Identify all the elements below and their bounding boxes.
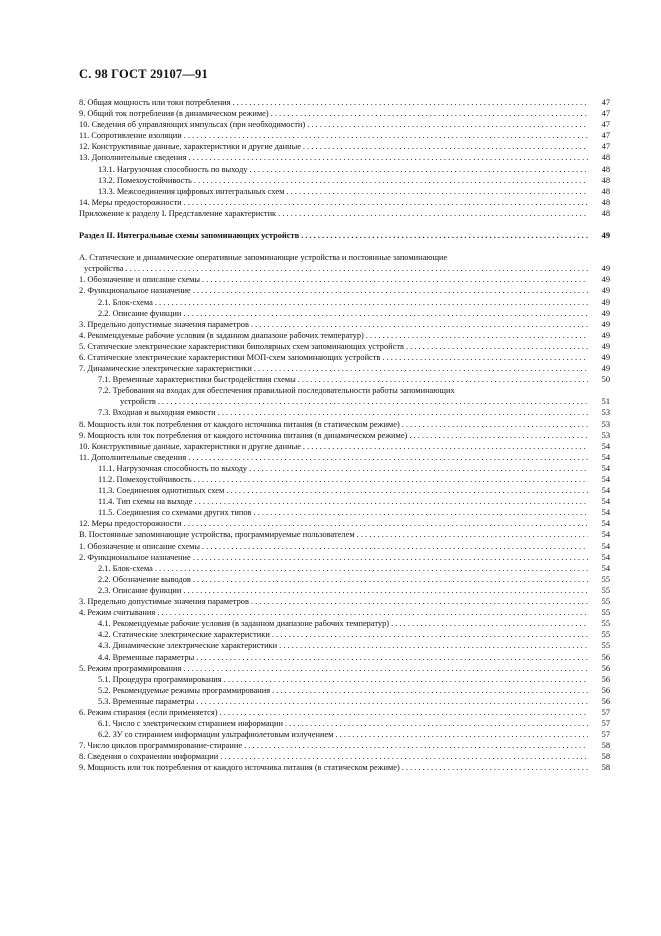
toc-entry[interactable]	[79, 452, 610, 463]
toc-page-number: 54	[601, 552, 610, 562]
toc-subentry[interactable]	[79, 485, 610, 496]
toc-entry-title: 11.1. Нагрузочная способность по выходу	[98, 463, 248, 473]
toc-leader-dots	[301, 141, 588, 152]
toc-entry-title: 13. Дополнительные сведения	[79, 153, 187, 163]
toc-entry-title: 12. Меры предосторожности	[79, 519, 182, 529]
toc-leader-dots	[194, 652, 588, 663]
toc-subentry[interactable]	[79, 297, 610, 308]
toc-page-number: 54	[601, 475, 610, 484]
toc-entry[interactable]	[79, 97, 610, 108]
toc-entry-title-line1: A. Статические и динамические оперативные запоминающие устройства и постоянные запоминающие	[79, 253, 448, 263]
toc-subentry[interactable]	[79, 507, 610, 518]
toc-entry-title: 6. Режим стирания (если применяется)	[79, 707, 218, 717]
toc-subentry[interactable]	[79, 186, 610, 197]
toc-page-number: 55	[601, 630, 610, 640]
toc-page-number: 49	[601, 264, 610, 274]
toc-page-number: 56	[601, 663, 610, 673]
toc-entry-title: 11.5. Соединения со схемами других типов	[98, 508, 252, 518]
toc-page-number: 49	[601, 341, 610, 351]
toc-entry-title: устройств	[120, 397, 156, 407]
toc-leader-dots	[194, 696, 588, 707]
toc-leader-dots	[218, 751, 588, 762]
toc-entry[interactable]	[79, 762, 610, 773]
toc-leader-dots	[216, 407, 588, 418]
toc-leader-dots	[193, 496, 589, 507]
toc-leader-dots	[364, 330, 588, 341]
toc-page-number: 54	[601, 452, 610, 462]
toc-entry[interactable]	[79, 141, 610, 152]
toc-leader-dots	[252, 363, 588, 374]
toc-entry-title: 2. Функциональное назначение	[79, 552, 191, 562]
toc-entry-title: 5.2. Рекомендуемые режимы программирования	[98, 685, 271, 695]
toc-entry-title: устройства	[84, 264, 124, 274]
toc-page-number: 49	[601, 231, 610, 241]
toc-subentry[interactable]	[79, 618, 610, 629]
toc-entry-title: 2.1. Блок-схема	[98, 563, 153, 573]
toc-page-number: 57	[601, 719, 610, 729]
toc-entry[interactable]	[79, 441, 610, 452]
toc-entry-title: 3. Предельно допустимые значения параметров	[79, 319, 249, 329]
toc-page-number: 54	[601, 530, 610, 540]
toc-leader-dots	[182, 518, 588, 529]
toc-entry[interactable]	[79, 430, 610, 441]
toc-leader-dots	[305, 119, 588, 130]
toc-page-number: 54	[601, 441, 610, 451]
toc-page-number: 47	[601, 120, 610, 130]
toc-page-number: 55	[601, 585, 610, 595]
toc-entry[interactable]	[79, 663, 610, 674]
toc-entry[interactable]	[79, 119, 610, 130]
toc-entry-title: 5. Статические электрические характеристики биполярных схем запоминающих устройств	[79, 341, 404, 351]
toc-subentry[interactable]	[79, 463, 610, 474]
toc-leader-dots	[191, 552, 588, 563]
toc-entry-title: 11.2. Помехоустойчивость	[98, 475, 192, 484]
toc-page-number: 48	[601, 208, 610, 218]
toc-leader-dots	[249, 596, 588, 607]
toc-page-number: 49	[601, 297, 610, 307]
toc-page-number: 55	[601, 574, 610, 584]
toc-entry-title: 13.3. Межсоединения цифровых интегральных схем	[98, 186, 285, 196]
toc-leader-dots	[284, 186, 588, 197]
toc-leader-dots	[181, 308, 588, 319]
toc-page-number: 57	[601, 707, 610, 717]
toc-page-number: 48	[601, 186, 610, 196]
toc-entry-title: 10. Конструктивные данные, характеристики и другие данные	[79, 441, 301, 451]
toc-entry[interactable]	[79, 108, 610, 119]
section-gap	[79, 241, 610, 252]
toc-entry-title: 2.3. Описание функции	[98, 585, 182, 595]
toc-leader-dots	[222, 674, 588, 685]
toc-leader-dots	[156, 396, 588, 407]
toc-leader-dots	[186, 152, 588, 163]
toc-entry-title: 4. Режим считывания	[79, 608, 156, 618]
toc-page-number: 57	[601, 730, 610, 740]
toc-leader-dots	[242, 740, 588, 751]
toc-leader-dots	[380, 352, 588, 363]
toc-entry[interactable]	[79, 152, 610, 163]
toc-entry[interactable]	[79, 419, 610, 430]
toc-entry-title: Приложение к разделу I. Представление характеристик	[79, 208, 277, 218]
toc-page-number: 54	[601, 563, 610, 573]
toc-leader-dots	[283, 718, 588, 729]
toc-page-number: 54	[601, 497, 610, 507]
toc-entry-title: 8. Сведения о сохранении информации	[79, 752, 219, 762]
toc-leader-dots	[153, 563, 588, 574]
toc-entry[interactable]	[79, 751, 610, 762]
toc-entry-title: 4.1. Рекомендуемые рабочие условия (в заданном диапазоне рабочих температур)	[98, 619, 390, 629]
toc-page-number: 48	[601, 175, 610, 185]
toc-page-number: 56	[601, 696, 610, 706]
toc-page-number: 47	[601, 142, 610, 152]
toc-page-number: 47	[601, 109, 610, 119]
toc-entry[interactable]	[79, 541, 610, 552]
toc-entry-title: 1. Обозначение и описание схемы	[79, 541, 201, 551]
toc-page-number: 50	[601, 375, 610, 385]
toc-subentry[interactable]	[79, 652, 610, 663]
toc-page-number: 48	[601, 197, 610, 207]
toc-entry-title: 12. Конструктивные данные, характеристики и другие данные	[79, 142, 301, 152]
toc-entry[interactable]	[79, 330, 610, 341]
toc-entry-title: 5.1. Процедура программирования	[98, 674, 222, 684]
toc-leader-dots	[224, 485, 588, 496]
section-gap	[79, 219, 610, 230]
toc-entry-title: 4. Рекомендуемые рабочие условия (в заданном диапазоне рабочих температур)	[79, 330, 364, 340]
toc-page-number: 49	[601, 319, 610, 329]
toc-entry-title: B. Постоянные запоминающие устройства, программируемые пользователем	[79, 530, 355, 540]
toc-leader-dots	[182, 130, 588, 141]
toc-page-number: 49	[601, 286, 610, 296]
toc-entry-title: 5. Режим программирования	[79, 663, 182, 673]
toc-page-number: 47	[601, 98, 610, 107]
toc-leader-dots	[400, 762, 588, 773]
toc-entry[interactable]	[79, 740, 610, 751]
toc-page-number: 49	[601, 275, 610, 285]
toc-entry-title: 9. Мощность или ток потребления от каждого источника питания (в динамическом режиме)	[79, 430, 408, 440]
toc-subentry[interactable]	[79, 496, 610, 507]
toc-entry-title: 2.1. Блок-схема	[98, 297, 153, 307]
toc-page-number: 56	[601, 652, 610, 662]
toc-entry[interactable]	[79, 363, 610, 374]
table-of-contents	[79, 97, 610, 774]
toc-page-number: 53	[601, 430, 610, 440]
toc-subentry[interactable]	[79, 729, 610, 740]
toc-page-number: 54	[601, 463, 610, 473]
toc-entry-title: 1. Обозначение и описание схемы	[79, 275, 201, 285]
toc-subentry[interactable]	[79, 164, 610, 175]
toc-leader-dots	[247, 164, 588, 175]
toc-leader-dots	[296, 374, 588, 385]
toc-leader-dots	[299, 230, 588, 241]
toc-page-number: 55	[601, 608, 610, 618]
toc-subentry[interactable]	[79, 585, 610, 596]
toc-entry[interactable]	[79, 707, 610, 718]
toc-subentry[interactable]	[79, 407, 610, 418]
toc-leader-dots	[192, 474, 588, 485]
toc-page-number: 53	[601, 408, 610, 418]
toc-section-heading[interactable]	[79, 230, 610, 241]
toc-subentry[interactable]	[79, 685, 610, 696]
toc-leader-dots	[123, 263, 588, 274]
toc-subentry[interactable]	[79, 640, 610, 651]
toc-leader-dots	[231, 97, 588, 108]
toc-leader-dots	[218, 707, 588, 718]
toc-page-number: 56	[601, 674, 610, 684]
toc-subentry[interactable]	[79, 696, 610, 707]
toc-entry[interactable]	[79, 208, 610, 219]
toc-entry-title: 2.2. Обозначение выводов	[98, 574, 191, 584]
toc-entry[interactable]	[79, 518, 610, 529]
toc-entry-title: 2. Функциональное назначение	[79, 286, 191, 296]
toc-entry-title: 7.1. Временные характеристики быстродействия схемы	[98, 375, 296, 385]
toc-entry-title: 8. Мощность или ток потребления от каждого источника питания (в статическом режиме)	[79, 419, 400, 429]
toc-entry-title: 7. Число циклов программирование-стирание	[79, 741, 243, 751]
toc-entry[interactable]	[79, 285, 610, 296]
toc-entry-title: 9. Мощность или ток потребления от каждого источника питания (в статическом режиме)	[79, 763, 400, 773]
toc-page-number: 49	[601, 330, 610, 340]
toc-page-number: 56	[601, 685, 610, 695]
toc-leader-dots	[301, 441, 588, 452]
toc-subentry[interactable]	[79, 175, 610, 186]
toc-page-number: 54	[601, 486, 610, 496]
toc-page-number: 55	[601, 619, 610, 629]
toc-leader-dots	[181, 663, 588, 674]
toc-entry-title: 11.3. Соединения однотипных схем	[98, 486, 225, 496]
toc-entry[interactable]	[79, 197, 610, 208]
toc-page-number: 53	[601, 419, 610, 429]
toc-entry[interactable]	[79, 552, 610, 563]
toc-leader-dots	[407, 430, 588, 441]
toc-page-number: 58	[601, 752, 610, 762]
toc-entry[interactable]	[79, 319, 610, 330]
toc-page-number: 51	[601, 397, 610, 407]
toc-entry-title: Раздел II. Интегральные схемы запоминающих устройств	[79, 231, 300, 241]
toc-entry-title: 10. Сведения об управляющих импульсах (при необходимости)	[79, 120, 306, 130]
toc-entry-title: 4.2. Статические электрические характеристики	[98, 630, 270, 640]
toc-entry[interactable]	[79, 274, 610, 285]
toc-page-number: 55	[601, 597, 610, 607]
toc-entry-title: 13.2. Помехоустойчивость	[98, 175, 192, 185]
toc-subentry[interactable]	[79, 563, 610, 574]
toc-leader-dots	[155, 607, 588, 618]
toc-leader-dots	[182, 197, 588, 208]
toc-entry-title: 4.3. Динамические электрические характеристики	[98, 641, 278, 651]
toc-leader-dots	[249, 319, 588, 330]
toc-leader-dots	[269, 108, 588, 119]
toc-leader-dots	[276, 208, 588, 219]
toc-leader-dots	[270, 685, 588, 696]
toc-subentry[interactable]	[79, 385, 610, 407]
toc-entry-title: 5.3. Временные параметры	[98, 696, 195, 706]
toc-entry[interactable]	[79, 607, 610, 618]
toc-entry-title: 11. Сопротивление изоляции	[79, 131, 182, 141]
toc-entry-title: 7. Динамические электрические характеристики	[79, 364, 252, 374]
toc-subentry[interactable]	[79, 674, 610, 685]
toc-page-number: 58	[601, 763, 610, 773]
toc-leader-dots	[270, 629, 588, 640]
toc-page-number: 48	[601, 153, 610, 163]
toc-leader-dots	[181, 585, 588, 596]
toc-leader-dots	[400, 419, 588, 430]
toc-entry-title-line1: 7.2. Требования на входах для обеспечения правильной последовательности работы запоминающих	[98, 386, 455, 396]
toc-page-number: 54	[601, 541, 610, 551]
toc-leader-dots	[333, 729, 588, 740]
toc-leader-dots	[191, 574, 588, 585]
toc-entry-title: 9. Общий ток потребления (в динамическом режиме)	[79, 109, 269, 119]
toc-leader-dots	[192, 175, 588, 186]
toc-page-number: 49	[601, 364, 610, 374]
toc-leader-dots	[186, 452, 588, 463]
toc-entry-title: 7.3. Входная и выходная емкости	[98, 408, 216, 418]
toc-entry-title: 6. Статические электрические характеристики МОП-схем запоминающих устройств	[79, 352, 381, 362]
toc-leader-dots	[389, 618, 588, 629]
toc-page-number: 54	[601, 508, 610, 518]
toc-page-number: 58	[601, 741, 610, 751]
toc-subentry[interactable]	[79, 474, 610, 485]
toc-entry[interactable]	[79, 352, 610, 363]
toc-entry[interactable]	[79, 341, 610, 352]
toc-subentry[interactable]	[79, 374, 610, 385]
toc-entry[interactable]	[79, 529, 610, 540]
toc-leader-dots	[191, 285, 588, 296]
toc-entry-title: 6.2. ЗУ со стиранием информации ультрафиолетовым излучением	[98, 730, 334, 740]
toc-leader-dots	[247, 463, 588, 474]
toc-entry-title: 13.1. Нагрузочная способность по выходу	[98, 164, 248, 174]
toc-leader-dots	[200, 274, 588, 285]
page-header: С. 98 ГОСТ 29107—91	[79, 67, 208, 81]
toc-entry-title: 6.1. Число с электрическим стиранием информации	[98, 719, 283, 729]
toc-subentry[interactable]	[79, 629, 610, 640]
toc-leader-dots	[153, 297, 588, 308]
toc-entry-title: 11.4. Тип схемы на выходе	[98, 497, 193, 507]
toc-subentry[interactable]	[79, 574, 610, 585]
toc-entry-title: 2.2. Описание функции	[98, 308, 182, 318]
toc-leader-dots	[404, 341, 588, 352]
toc-entry[interactable]	[79, 130, 610, 141]
toc-entry[interactable]	[79, 596, 610, 607]
toc-page-number: 55	[601, 641, 610, 651]
toc-subentry[interactable]	[79, 308, 610, 319]
toc-entry-title: 8. Общая мощность или токи потребления	[79, 98, 231, 107]
toc-page-number: 48	[601, 164, 610, 174]
toc-leader-dots	[252, 507, 589, 518]
toc-entry[interactable]	[79, 252, 610, 274]
toc-entry-title: 3. Предельно допустимые значения параметров	[79, 597, 249, 607]
toc-leader-dots	[277, 640, 588, 651]
toc-entry-title: 11. Дополнительные сведения	[79, 452, 187, 462]
toc-page-number: 49	[601, 352, 610, 362]
toc-entry-title: 4.4. Временные параметры	[98, 652, 195, 662]
toc-subentry[interactable]	[79, 718, 610, 729]
toc-leader-dots	[200, 541, 588, 552]
toc-page-number: 47	[601, 131, 610, 141]
toc-leader-dots	[355, 529, 588, 540]
toc-page-number: 54	[601, 519, 610, 529]
toc-entry-title: 14. Меры предосторожности	[79, 197, 182, 207]
toc-page-number: 49	[601, 308, 610, 318]
